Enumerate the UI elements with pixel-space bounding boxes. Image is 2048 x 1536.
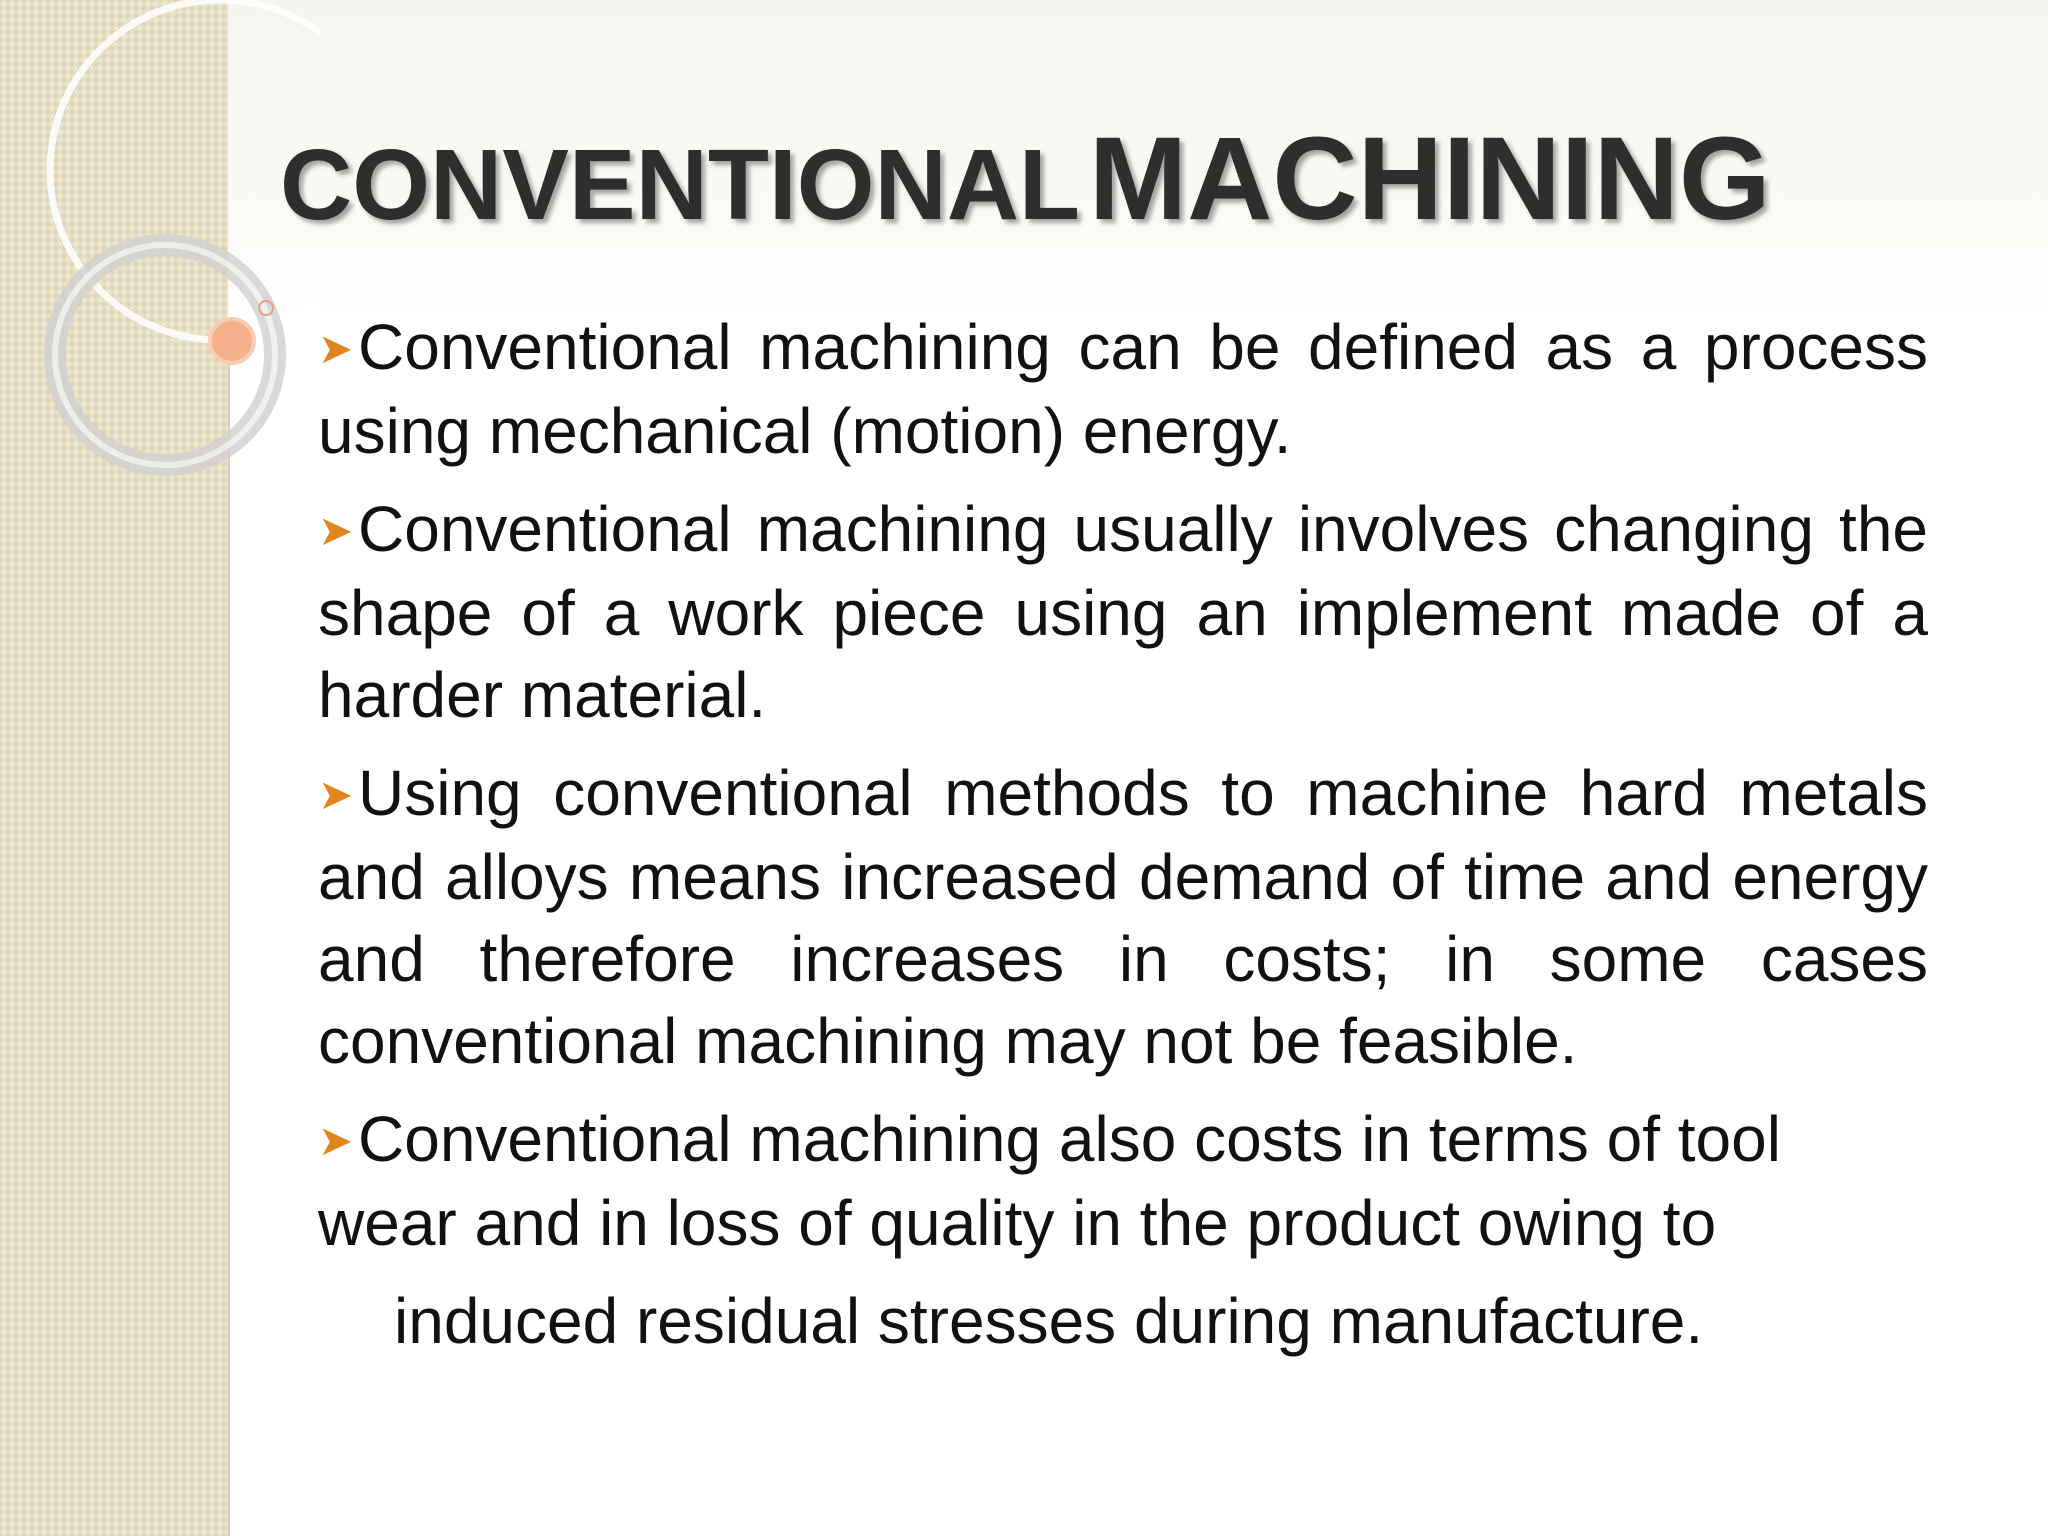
orange-arrowhead-icon: ➤ — [318, 507, 354, 554]
bullet-item-3 — [318, 752, 1928, 1082]
orange-arrowhead-icon: ➤ — [318, 1117, 354, 1164]
bullet-text-1: Conventional machining can be defined as a process using mechanical (motion) energy. — [318, 311, 1928, 467]
slide-title — [280, 113, 1771, 245]
bullet-item-4 — [318, 1098, 1928, 1264]
bullet-text-3: Using conventional methods to machine hard metals and alloys means increased demand of time and energy and therefore increases in costs; in some cases conventional machining may not be feasible. — [318, 757, 1928, 1077]
bullet-4-continuation: induced residual stresses during manufacture. — [394, 1285, 1704, 1357]
bullet-list — [318, 306, 1928, 1362]
left-decorative-band — [0, 0, 230, 1536]
title-part-machining: MACHINING — [1088, 113, 1771, 245]
orange-arrowhead-icon: ➤ — [318, 325, 354, 372]
bullet-text-2: Conventional machining usually involves changing the shape of a work piece using an implement made of a harder material. — [318, 493, 1928, 731]
title-part-conventional: CONVENTIONAL — [280, 129, 1080, 241]
bullet-item-2 — [318, 488, 1928, 736]
orange-arrowhead-icon: ➤ — [318, 771, 354, 818]
bullet-item-1 — [318, 306, 1928, 472]
bullet-text-4: Conventional machining also costs in terms of tool wear and in loss of quality in the product owing to — [318, 1103, 1781, 1259]
